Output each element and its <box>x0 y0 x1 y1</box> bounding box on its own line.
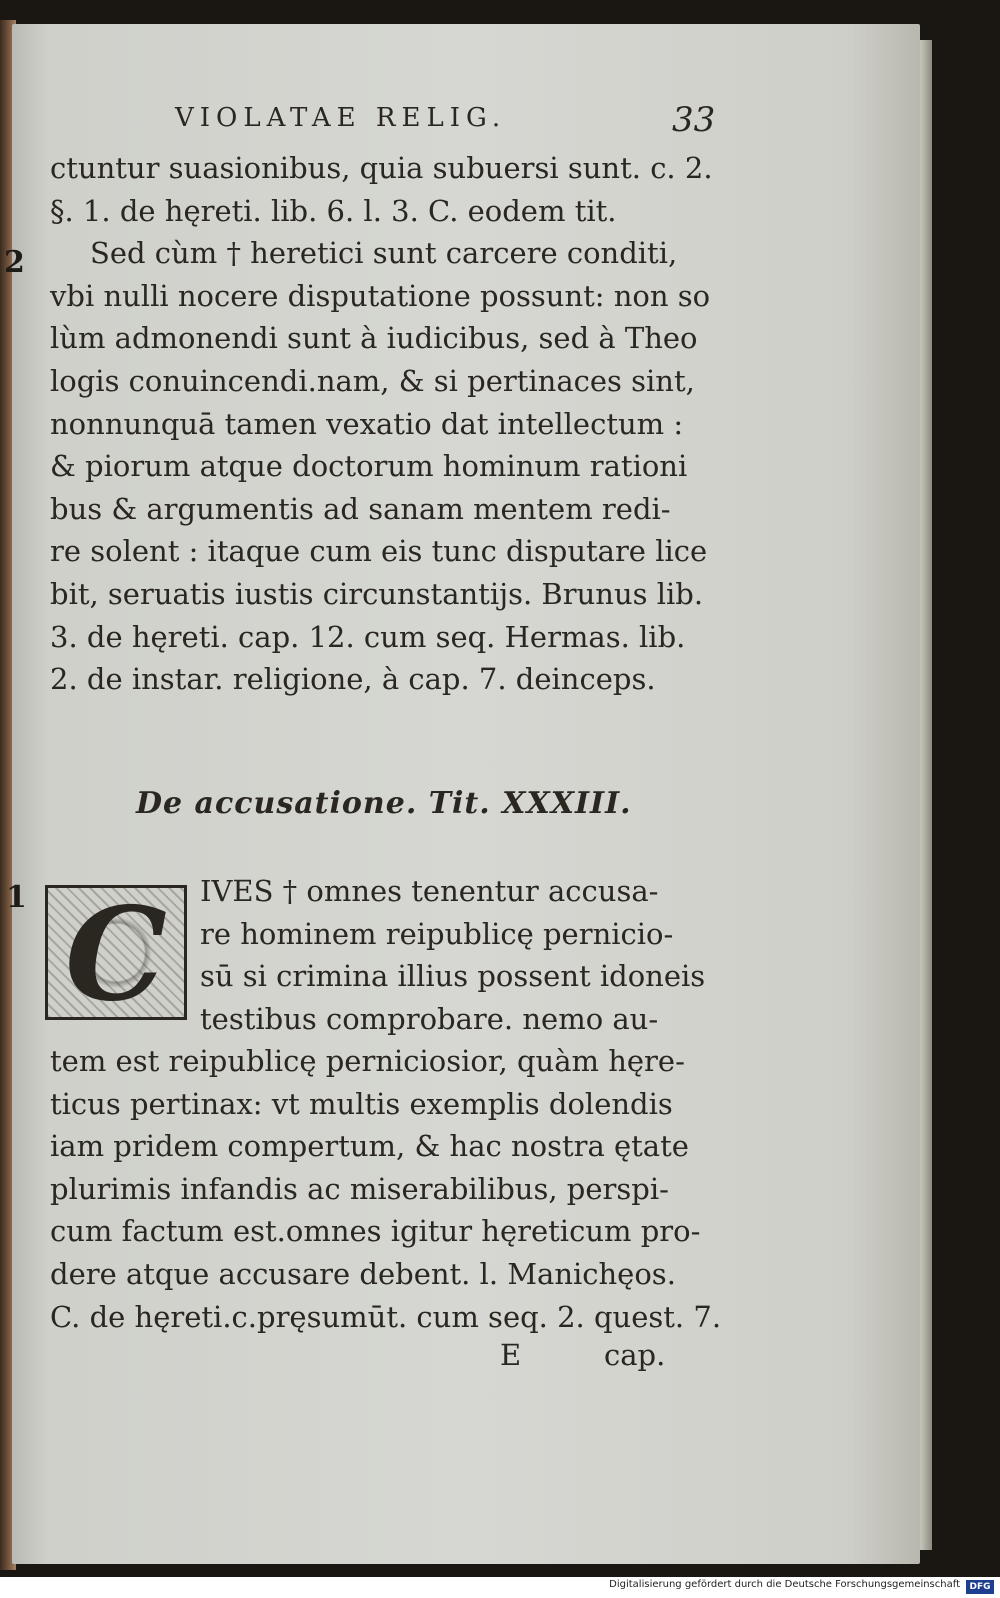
margin-number-1: 1 <box>6 880 27 915</box>
text-line: logis conuincendi.nam, & si pertinaces sint, <box>50 363 695 398</box>
text-line: plurimis infandis ac miserabilibus, perspi- <box>50 1171 669 1206</box>
text-line: tem est reipublicę perniciosior, quàm hęre- <box>50 1044 685 1078</box>
text-line: bit, seruatis iustis circunstantijs. Brunus lib. <box>50 576 704 611</box>
text-line: nonnunquā tamen vexatio dat intellectum : <box>50 406 684 441</box>
margin-number-2: 2 <box>4 245 25 280</box>
text-line: re hominem reipublicę pernicio- <box>200 916 674 951</box>
show-through-text <box>140 690 700 780</box>
text-line: ticus pertinax: vt multis exemplis dolendis <box>50 1086 673 1121</box>
paragraph-beside-initial <box>200 870 720 1040</box>
text-line: 3. de hęreti. cap. 12. cum seq. Hermas. lib. <box>50 619 686 654</box>
text-line: Sed cùm † heretici sunt carcere conditi, <box>90 236 678 271</box>
footer-credit: Digitalisierung gefördert durch die Deutsche Forschungsgemeinschaft <box>609 1579 960 1590</box>
section-title: De accusatione. Tit. XXXIII. <box>136 786 632 821</box>
text-line: ctuntur suasionibus, quia subuersi sunt. c. 2. <box>50 151 713 185</box>
paragraph-continued <box>50 147 720 701</box>
text-line: vbi nulli nocere disputatione possunt: non so <box>50 278 711 313</box>
page-number: 33 <box>672 100 716 140</box>
text-line: & piorum atque doctorum hominum rationi <box>50 449 688 484</box>
running-title: VIOLATAE RELIG. <box>175 103 507 133</box>
catchword: cap. <box>604 1338 666 1372</box>
text-line: lùm admonendi sunt à iudicibus, sed à Theo <box>50 321 698 356</box>
text-line: 2. de instar. religione, à cap. 7. deinceps. <box>50 662 656 697</box>
footer-bar <box>0 1577 1000 1598</box>
text-line: sū si crimina illius possent idoneis <box>200 959 706 994</box>
paragraph-body <box>50 1040 720 1338</box>
text-line: IVES † omnes tenentur accusa- <box>200 874 659 908</box>
text-line: C. de hęreti.c.pręsumūt. cum seq. 2. quest. 7. <box>50 1299 722 1334</box>
text-line: bus & argumentis ad sanam mentem redi- <box>50 491 671 526</box>
text-line: re solent : itaque cum eis tunc disputare lice <box>50 534 708 569</box>
text-line: cum factum est.omnes igitur hęreticum pro- <box>50 1214 701 1249</box>
decorated-initial <box>45 880 187 1030</box>
text-line: §. 1. de hęreti. lib. 6. l. 3. C. eodem tit. <box>50 193 617 228</box>
text-line: dere atque accusare debent. l. Manichęos. <box>50 1256 676 1291</box>
signature-mark: E <box>500 1338 522 1372</box>
dfg-logo: DFG <box>966 1580 994 1594</box>
text-line: iam pridem compertum, & hac nostra ętate <box>50 1129 689 1164</box>
initial-letter: C <box>65 880 167 1030</box>
text-line: testibus comprobare. nemo au- <box>200 1001 659 1036</box>
